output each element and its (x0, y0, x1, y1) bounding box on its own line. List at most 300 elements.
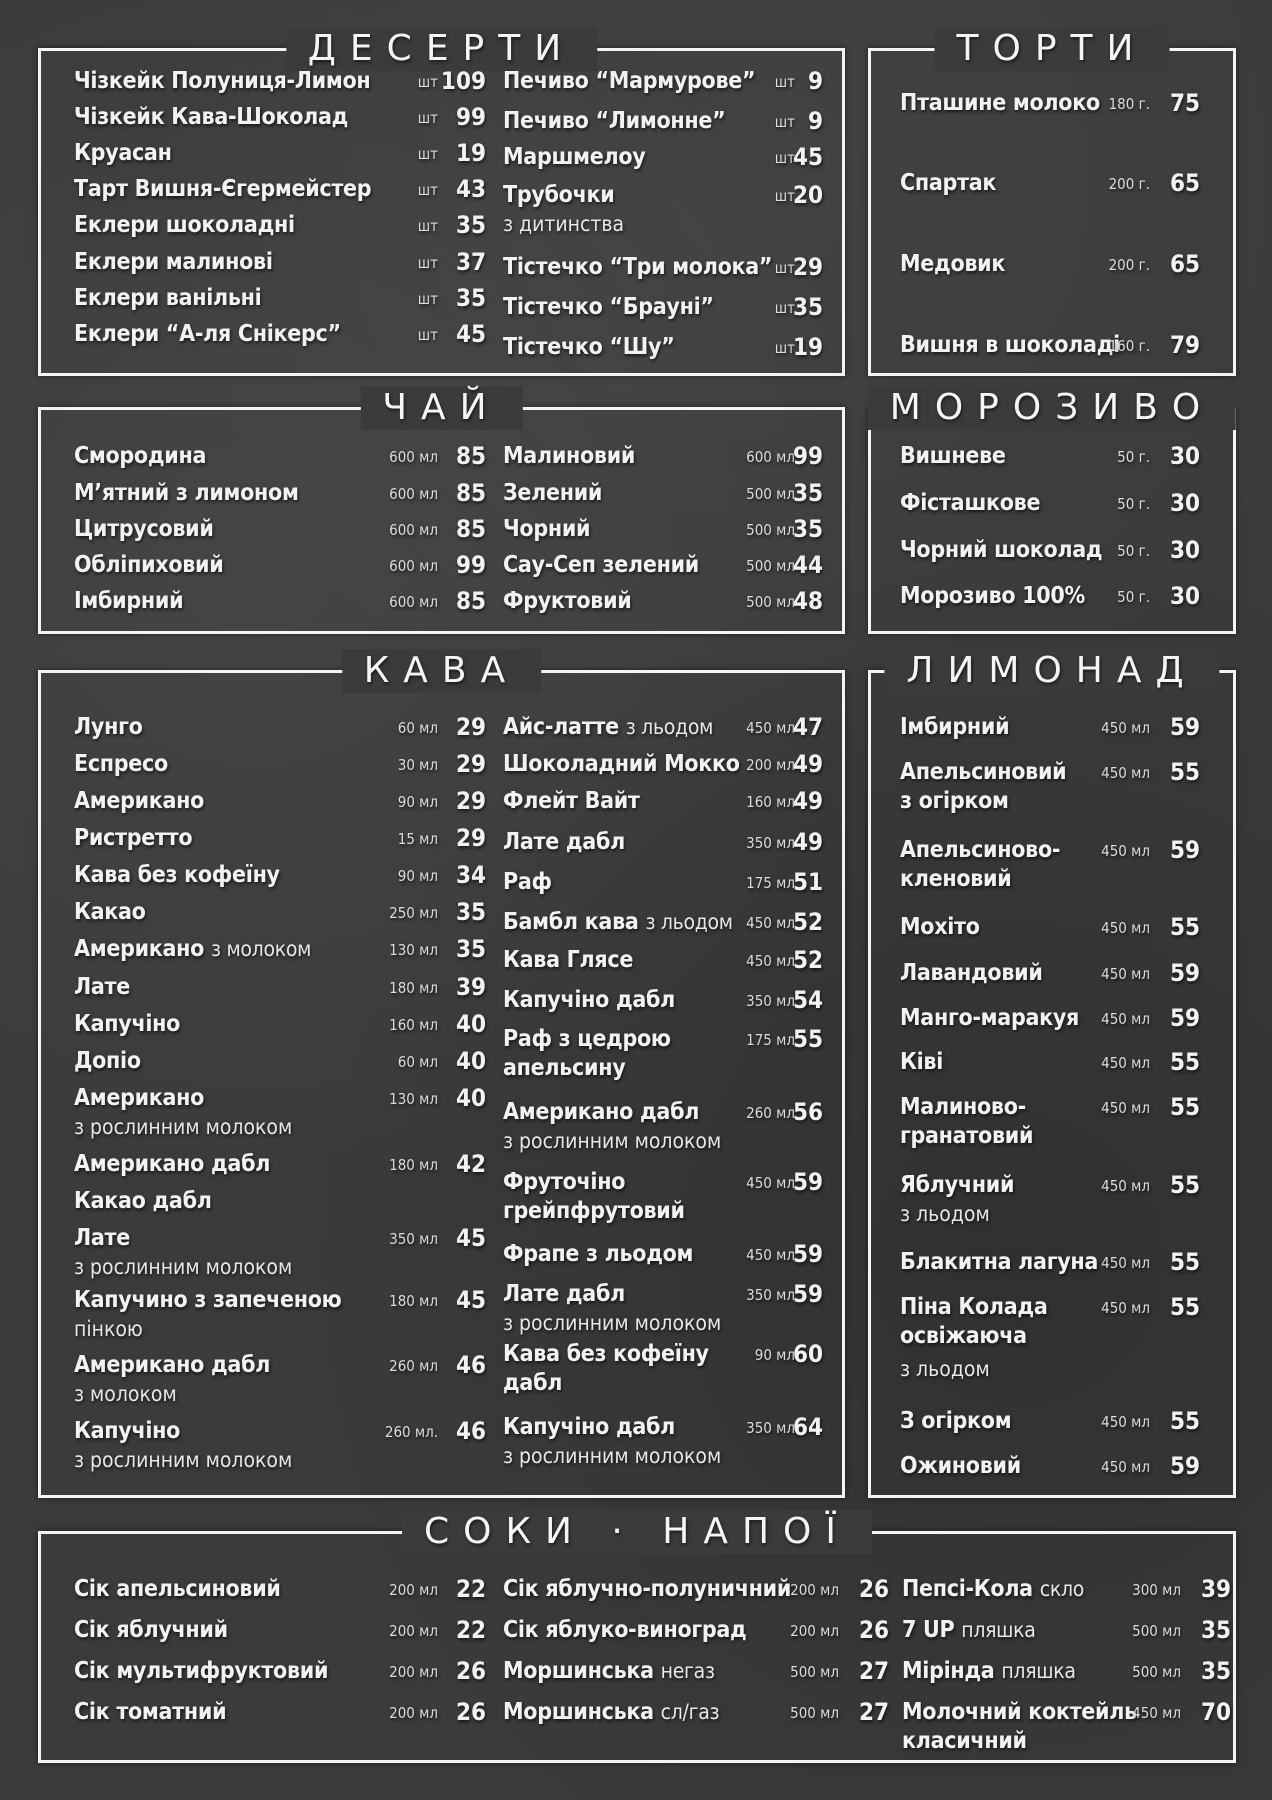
menu-item (74, 175, 486, 205)
item-price: 22 (455, 1616, 486, 1644)
item-quantity: 500 мл (746, 485, 795, 503)
item-quantity: 600 мл (389, 521, 438, 539)
item-name (503, 908, 733, 937)
juices-column-1 (74, 1534, 486, 1759)
menu-item (74, 1657, 486, 1687)
item-price: 46 (455, 1351, 486, 1379)
item-name (74, 787, 204, 816)
item-quantity: 50 г. (1117, 448, 1150, 466)
item-name (503, 181, 614, 210)
menu-item (900, 89, 1202, 119)
menu-item (900, 1407, 1202, 1437)
item-price: 60 (792, 1340, 823, 1368)
item-price: 20 (792, 181, 823, 209)
menu-item (503, 908, 843, 938)
menu-item (900, 836, 1202, 892)
menu-item (74, 898, 486, 928)
menu-item (900, 1004, 1202, 1034)
menu-item (503, 1240, 843, 1270)
item-price: 59 (792, 1280, 823, 1308)
menu-item (74, 1084, 486, 1139)
item-price: 29 (792, 253, 823, 281)
item-quantity: 600 мл (389, 593, 438, 611)
menu-item (74, 824, 486, 854)
menu-item (503, 1413, 843, 1468)
item-name (503, 1098, 699, 1127)
item-name-text: Сік апельсиновий (74, 1576, 281, 1602)
item-name-text: Сау-Сеп зелений (503, 552, 699, 578)
juices-column-2 (503, 1534, 889, 1759)
menu-item (74, 750, 486, 780)
item-name (74, 1084, 204, 1113)
item-name-text: Кава Глясе (503, 947, 634, 973)
item-name (503, 1240, 693, 1269)
cakes-section (868, 28, 1236, 376)
item-name (74, 1351, 270, 1380)
item-quantity: 450 мл (1101, 1099, 1150, 1117)
item-name-text: Капучіно дабл (503, 1414, 676, 1440)
juices-section (38, 1511, 1236, 1763)
menu-item (503, 587, 843, 617)
item-price: 59 (792, 1168, 823, 1196)
item-name-text: Капучіно (74, 1418, 181, 1444)
item-name-text: Мірінда (902, 1658, 995, 1684)
item-quantity: 500 мл (746, 557, 795, 575)
item-quantity: 450 мл (1101, 842, 1150, 860)
item-quantity: 200 мл (746, 756, 795, 774)
item-name-text: Еклери шоколадні (74, 212, 295, 238)
item-price: 47 (792, 713, 823, 741)
menu-item (74, 551, 486, 581)
item-price: 29 (455, 713, 486, 741)
menu-item (74, 284, 486, 314)
item-note: з молоком (211, 937, 312, 961)
item-quantity: шт (774, 113, 795, 131)
lemonade-column (900, 673, 1202, 1493)
item-name (503, 750, 740, 779)
item-name-text: Капучино з запеченою (74, 1287, 342, 1313)
item-name-line2: пінкою (74, 1317, 143, 1341)
item-price: 35 (455, 935, 486, 963)
item-name (503, 946, 633, 975)
item-price: 59 (1169, 836, 1200, 864)
item-name (503, 986, 675, 1015)
item-name-text: Чорний (503, 516, 591, 542)
item-price: 59 (1169, 713, 1200, 741)
item-quantity: 200 мл (389, 1581, 438, 1599)
menu-item (503, 515, 843, 545)
item-name-text: 7 UP (902, 1617, 955, 1643)
item-quantity: 450 мл (746, 1246, 795, 1264)
item-name-text: Фруктовий (503, 588, 632, 614)
menu-item (902, 1575, 1233, 1605)
coffee-left-column (74, 673, 486, 1493)
item-name-text: Апельсиново- (900, 837, 1061, 863)
item-name-line2: з рослинним молоком (74, 1255, 293, 1279)
item-quantity: 90 мл (754, 1346, 795, 1364)
menu-item (902, 1698, 1233, 1754)
item-name-line3: з льодом (900, 1357, 990, 1381)
item-name (902, 1698, 1137, 1727)
menu-item (503, 143, 843, 173)
item-name (503, 442, 635, 471)
item-name-text: Лавандовий (900, 960, 1043, 986)
item-quantity: 450 мл (746, 1174, 795, 1192)
item-quantity: шт (774, 299, 795, 317)
lemonade-title: ЛИМОНАД (884, 649, 1219, 693)
item-name-text: Американо дабл (503, 1099, 700, 1125)
menu-item (503, 551, 843, 581)
menu-item (900, 489, 1202, 519)
item-quantity: 500 мл (746, 593, 795, 611)
item-name-line2: з молоком (74, 1382, 177, 1406)
item-quantity: шт (417, 109, 438, 127)
item-price: 49 (792, 750, 823, 778)
item-name (900, 959, 1043, 988)
item-price: 35 (792, 293, 823, 321)
item-name (74, 1417, 180, 1446)
item-quantity: 600 мл (746, 448, 795, 466)
item-price: 59 (1169, 959, 1200, 987)
item-name-text: М’ятний з лимоном (74, 480, 299, 506)
item-price: 26 (858, 1616, 889, 1644)
item-name-text: З огірком (900, 1408, 1012, 1434)
item-name-text: Чорний шоколад (900, 537, 1103, 563)
item-name (503, 551, 699, 580)
item-name (503, 515, 590, 544)
item-quantity: 50 г. (1117, 588, 1150, 606)
item-quantity: 200 мл (389, 1704, 438, 1722)
item-price: 26 (455, 1698, 486, 1726)
item-quantity: 200 мл (389, 1622, 438, 1640)
item-quantity: 180 г. (1108, 95, 1150, 113)
item-price: 26 (455, 1657, 486, 1685)
item-name (74, 442, 206, 471)
item-price: 49 (792, 787, 823, 815)
item-name (900, 758, 1066, 787)
item-name-text: Сік яблучний (74, 1617, 228, 1643)
item-name (74, 898, 146, 927)
item-quantity: 175 мл (746, 1031, 795, 1049)
item-name-text: Тістечко “Брауні” (503, 294, 714, 320)
item-price: 35 (455, 211, 486, 239)
item-price: 19 (792, 333, 823, 361)
item-name (902, 1657, 1076, 1686)
menu-item (503, 253, 843, 283)
menu-item (74, 103, 486, 133)
item-quantity: 450 мл (746, 914, 795, 932)
menu-item (900, 1093, 1202, 1149)
item-price: 59 (1169, 1452, 1200, 1480)
item-name-text: Ристретто (74, 825, 193, 851)
item-name (503, 1025, 671, 1054)
item-quantity: шт (774, 187, 795, 205)
item-name-text: Печиво “Лимонне” (503, 108, 726, 134)
item-price: 52 (792, 946, 823, 974)
item-quantity: 175 мл (746, 874, 795, 892)
item-name-text: Медовик (900, 251, 1006, 277)
item-price: 52 (792, 908, 823, 936)
item-name (503, 868, 552, 897)
item-name-text: Айс-латте (503, 714, 619, 740)
item-quantity: 450 мл (1101, 919, 1150, 937)
item-note: негаз (660, 1659, 715, 1683)
item-name-text: Ківі (900, 1049, 943, 1075)
item-quantity: 60 мл (397, 1053, 438, 1071)
item-quantity: 450 мл (1101, 719, 1150, 737)
menu-item (503, 986, 843, 1016)
tea-section (38, 387, 845, 634)
item-quantity: шт (417, 181, 438, 199)
item-name-line2: класичний (902, 1728, 1027, 1754)
item-name-text: Печиво “Мармурове” (503, 68, 756, 94)
item-price: 35 (455, 284, 486, 312)
item-name (74, 211, 295, 240)
item-name (74, 1286, 342, 1315)
item-price: 45 (455, 320, 486, 348)
menu-item (900, 442, 1202, 472)
menu-item (503, 1616, 889, 1646)
item-name (900, 836, 1060, 865)
item-price: 79 (1169, 331, 1200, 359)
menu-item (74, 67, 486, 97)
item-name-text: Кава без кофеїну (503, 1341, 709, 1367)
item-name-text: Яблучний (900, 1172, 1015, 1198)
menu-item (74, 1224, 486, 1279)
item-name (503, 293, 714, 322)
menu-item (503, 713, 843, 743)
item-name (74, 1047, 141, 1076)
menu-item (74, 1010, 486, 1040)
item-name (503, 1575, 791, 1604)
item-name-text: Сік яблучно-полуничний (503, 1576, 792, 1602)
item-quantity: 130 мл (389, 941, 438, 959)
item-name-text: Зелений (503, 480, 603, 506)
item-price: 85 (455, 587, 486, 615)
item-price: 35 (1200, 1657, 1231, 1685)
item-price: 35 (1200, 1616, 1231, 1644)
item-name-line2: з рослинним молоком (503, 1444, 722, 1468)
menu-item (900, 913, 1202, 943)
item-name (74, 284, 261, 313)
item-price: 109 (440, 67, 486, 95)
item-name-text: Молочний коктейль (902, 1699, 1137, 1725)
menu-item (503, 1168, 843, 1224)
menu-item (503, 293, 843, 323)
lemonade-section (868, 650, 1236, 1498)
item-quantity: 450 мл (1101, 1458, 1150, 1476)
menu-item (74, 515, 486, 545)
item-name (74, 67, 370, 96)
menu-item (900, 250, 1202, 280)
item-name (900, 913, 980, 942)
item-price: 39 (1200, 1575, 1231, 1603)
item-quantity: 30 мл (397, 756, 438, 774)
item-price: 39 (455, 973, 486, 1001)
item-quantity: 200 г. (1108, 256, 1150, 274)
menu-item (900, 536, 1202, 566)
item-quantity: 600 мл (389, 485, 438, 503)
menu-item (74, 248, 486, 278)
item-note: пляшка (1001, 1659, 1076, 1683)
item-name-text: Чізкейк Полуниця-Лимон (74, 68, 371, 94)
item-price: 30 (1169, 582, 1200, 610)
menu-item (900, 1048, 1202, 1078)
item-name-text: Лате дабл (503, 1281, 625, 1307)
item-name-text: Капучіно дабл (503, 987, 676, 1013)
item-quantity: 160 мл (389, 1016, 438, 1034)
coffee-title: КАВА (342, 649, 542, 693)
item-quantity: 600 мл (389, 557, 438, 575)
item-price: 27 (858, 1657, 889, 1685)
item-price: 49 (792, 828, 823, 856)
item-name (900, 442, 1006, 471)
item-name (900, 582, 1085, 611)
item-name (503, 1168, 625, 1197)
icecream-column (900, 410, 1202, 630)
item-note: сл/газ (660, 1700, 720, 1724)
item-name (74, 1575, 281, 1604)
item-quantity: 200 г. (1108, 175, 1150, 193)
menu-item (74, 587, 486, 617)
menu-item (900, 1248, 1202, 1278)
item-name (74, 1010, 180, 1039)
item-name-text: Раф з цедрою (503, 1026, 671, 1052)
item-name (74, 824, 192, 853)
item-name (902, 1575, 1084, 1604)
item-name-text: Малиново- (900, 1094, 1026, 1120)
item-quantity: 450 мл (1101, 764, 1150, 782)
desserts-section (38, 28, 845, 376)
item-price: 55 (1169, 1248, 1200, 1276)
menu-item (503, 1698, 889, 1728)
icecream-section (868, 387, 1236, 634)
item-price: 70 (1200, 1698, 1231, 1726)
item-name-text: Пташине молоко (900, 90, 1100, 116)
item-note: пляшка (961, 1618, 1036, 1642)
item-quantity: 160 г. (1108, 337, 1150, 355)
item-name-text: Раф (503, 869, 552, 895)
item-name (900, 1093, 1026, 1122)
item-quantity: шт (417, 254, 438, 272)
item-name-text: Еспресо (74, 751, 168, 777)
item-name-text: Американо (74, 1085, 205, 1111)
menu-item (503, 333, 843, 363)
item-price: 85 (455, 515, 486, 543)
item-quantity: 350 мл (389, 1230, 438, 1248)
item-price: 99 (455, 551, 486, 579)
menu-item (74, 479, 486, 509)
item-price: 55 (1169, 1171, 1200, 1199)
item-name-text: Еклери малинові (74, 249, 273, 275)
item-price: 55 (1169, 758, 1200, 786)
item-note: з льодом (645, 910, 733, 934)
item-name (900, 1004, 1079, 1033)
item-name-text: Морозиво 100% (900, 583, 1085, 609)
item-price: 34 (455, 861, 486, 889)
cakes-title: ТОРТИ (935, 27, 1170, 71)
item-price: 26 (858, 1575, 889, 1603)
item-quantity: 350 мл (746, 1419, 795, 1437)
item-price: 56 (792, 1098, 823, 1126)
menu-item (900, 758, 1202, 814)
item-quantity: 160 мл (746, 793, 795, 811)
menu-item (503, 787, 843, 817)
item-name (74, 861, 280, 890)
item-quantity: 50 г. (1117, 495, 1150, 513)
menu-item (74, 1698, 486, 1728)
item-name (900, 1048, 943, 1077)
menu-item (503, 750, 843, 780)
item-name-text: Допіо (74, 1048, 141, 1074)
item-price: 40 (455, 1047, 486, 1075)
item-name-line2: з рослинним молоком (74, 1448, 293, 1472)
item-quantity: шт (417, 326, 438, 344)
item-name-text: Лате (74, 974, 130, 1000)
item-quantity: 60 мл (397, 719, 438, 737)
item-name-text: Вишня в шоколаді (900, 332, 1120, 358)
icecream-title: МОРОЗИВО (868, 386, 1236, 430)
item-quantity: 450 мл (1101, 1254, 1150, 1272)
menu-item (503, 1575, 889, 1605)
item-name (902, 1616, 1036, 1645)
item-name-text: Фруточіно (503, 1169, 626, 1195)
item-quantity: шт (774, 73, 795, 91)
item-name (503, 1698, 719, 1727)
item-quantity: 500 мл (1132, 1663, 1181, 1681)
item-price: 85 (455, 479, 486, 507)
item-name (900, 169, 996, 198)
item-price: 43 (455, 175, 486, 203)
menu-item (74, 861, 486, 891)
item-price: 30 (1169, 489, 1200, 517)
menu-item (902, 1616, 1233, 1646)
desserts-left-column (74, 51, 486, 371)
item-name (503, 67, 755, 96)
menu-item (900, 582, 1202, 612)
item-quantity: 450 мл (1101, 1177, 1150, 1195)
item-name (74, 1698, 226, 1727)
menu-item (900, 1452, 1202, 1482)
item-price: 85 (455, 442, 486, 470)
item-name (74, 139, 172, 168)
item-price: 19 (455, 139, 486, 167)
item-name (74, 750, 168, 779)
item-price: 30 (1169, 442, 1200, 470)
item-name (74, 1224, 130, 1253)
item-name-text: Американо (74, 936, 205, 962)
item-name-text: Еклери ванільні (74, 285, 262, 311)
item-name (900, 89, 1100, 118)
item-price: 55 (792, 1025, 823, 1053)
item-name (900, 713, 1009, 742)
item-name-text: Какао дабл (74, 1188, 212, 1214)
item-quantity: 260 мл. (384, 1423, 438, 1441)
item-name-text: Цитрусовий (74, 516, 214, 542)
item-name (74, 515, 214, 544)
item-price: 35 (455, 898, 486, 926)
item-note: з льодом (625, 715, 714, 739)
menu-item (503, 868, 843, 898)
item-name (900, 1293, 1047, 1322)
item-price: 42 (455, 1150, 486, 1178)
item-name (503, 713, 713, 742)
item-name-text: Ожиновий (900, 1453, 1021, 1479)
item-name-text: Вишневе (900, 443, 1006, 469)
item-price: 65 (1169, 169, 1200, 197)
item-quantity: 450 мл (1101, 965, 1150, 983)
item-quantity: шт (774, 259, 795, 277)
